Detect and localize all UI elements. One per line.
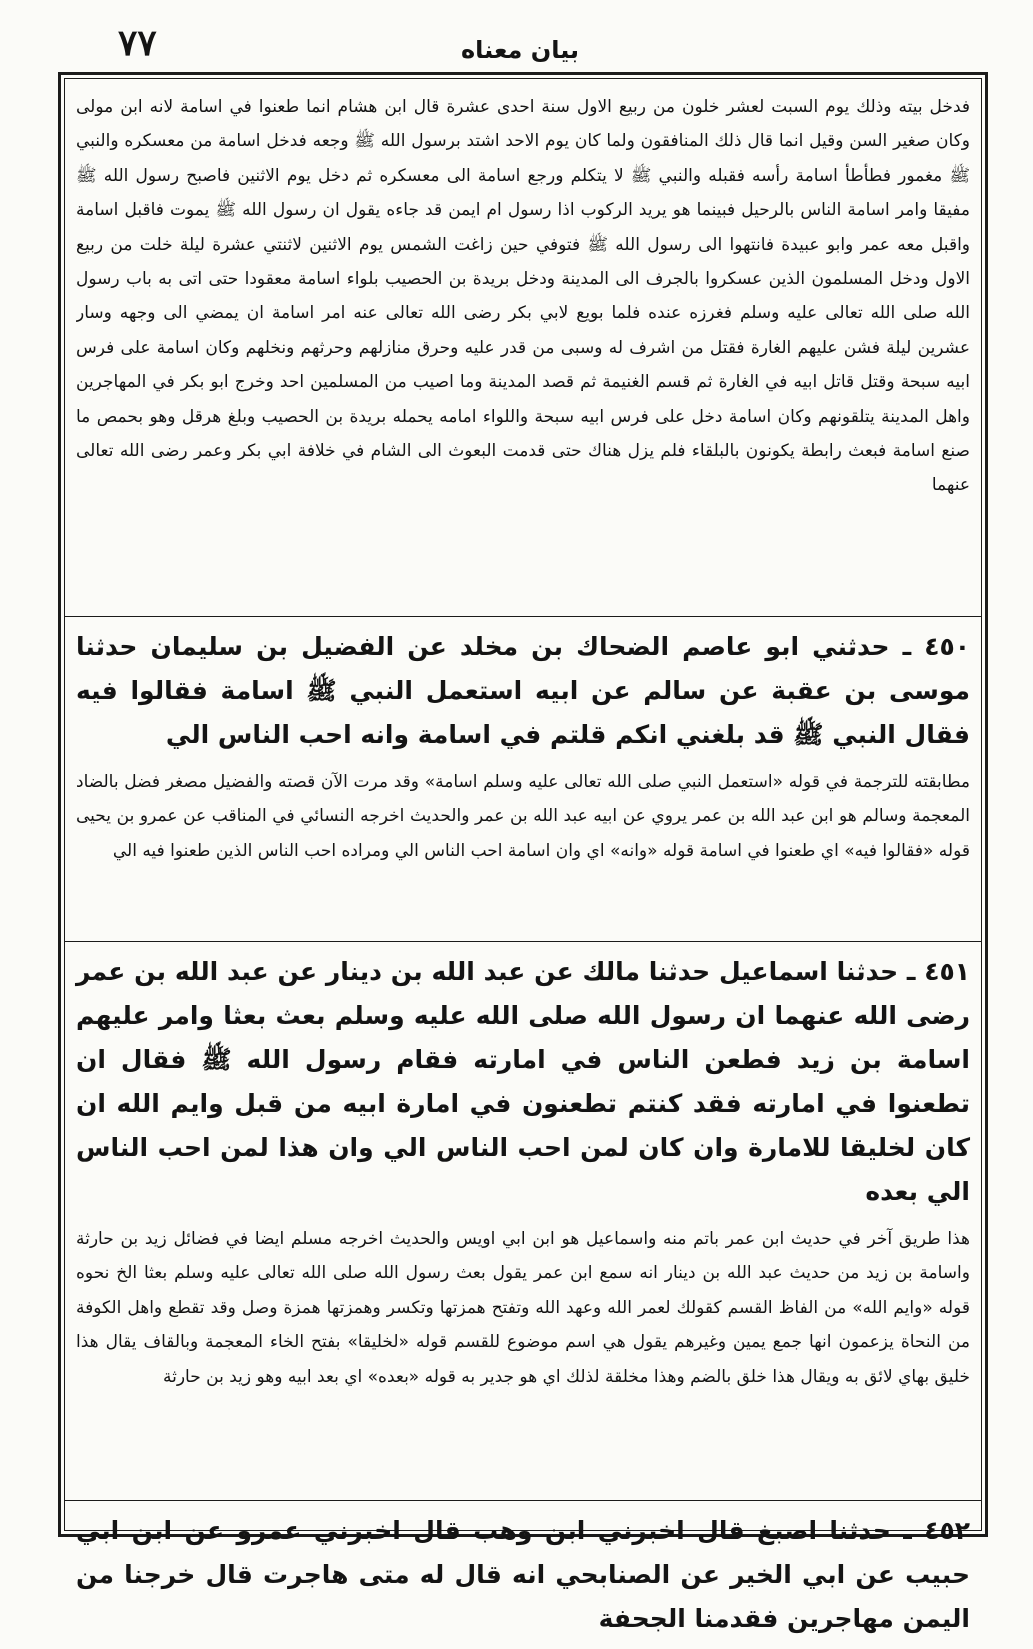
hadith-body: حدثني ابو عاصم الضحاك بن مخلد عن الفضيل بن سليمان حدثنا موسى بن عقبة عن سالم عن ابيه استعمل النبي ﷺ اسامة فقالوا فيه فقال النبي ﷺ قد بلغني انكم قلتم في اسامة وانه احب الناس الي — [76, 632, 970, 749]
hadith-text: ٤٥٢ ـ حدثنا اصبغ قال اخبرني ابن وهب قال اخبرني عمرو عن ابن ابي حبيب عن ابي الخير عن الصنابحي انه قال له متى هاجرت قال خرجنا من اليمن مهاجرين فقدمنا الجحفة — [76, 1516, 970, 1633]
hadith-number: ٤٥١ — [924, 957, 971, 986]
divider — [64, 941, 982, 942]
hadith-450 — [76, 625, 970, 757]
divider — [64, 1500, 982, 1501]
commentary-text: فدخل بيته وذلك يوم السبت لعشر خلون من ربيع الاول سنة احدى عشرة قال ابن هشام انما طعنوا في اسامة لانه ابن مولى وكان صغير السن وقيل انما قال ذلك المنافقون ولما كان يوم الاحد اشتد برسول الله ﷺ وجعه فدخل اسامة من معسكره والنبي ﷺ مغمور فطأطأ اسامة رأسه فقبله والنبي ﷺ لا يتكلم ورجع اسامة الى معسكره ثم دخل يوم الاثنين فاصبح رسول الله ﷺ مفيقا وامر اسامة الناس بالرحيل فبينما هو يريد الركوب اذا رسول ام ايمن قد جاءه يقول ان رسول الله ﷺ يموت فاقبل اسامة واقبل معه عمر وابو عبيدة فانتهوا الى رسول الله ﷺ فتوفي حين زاغت الشمس يوم الاثنين لاثنتي عشرة ليلة خلت من ربيع الاول ودخل المسلمون الذين عسكروا بالجرف الى المدينة ودخل بريدة بن الحصيب بلواء اسامة معقودا حتى اتى به باب رسول الله صلى الله تعالى عليه وسلم فغرزه عنده فلما بويع لابي بكر رضى الله تعالى عنه امر اسامة ان يمضي الى وجهه وسار عشرين ليلة فشن عليهم الغارة فقتل من اشرف له وسبى من قدر عليه وحرق منازلهم وحرثهم ونخلهم وكان اسامة على فرس ابيه سبحة وقتل قاتل ابيه في الغارة ثم قسم الغنيمة ثم قصد المدينة وما اصيب من المسلمين احد وخرج ابو بكر في المهاجرين واهل المدينة يتلقونهم وكان اسامة دخل على فرس ابيه سبحة واللواء امامه يحمله بريدة بن الحصيب وبلغ هرقل وهو بحمص ما صنع اسامة فبعث رابطة يكونون بالبلقاء فلم يزل هناك حتى قدمت البعوث الى الشام في خلافة ابي بكر وعمر رضى الله تعالى عنهما — [76, 97, 970, 496]
hadith-452 — [76, 1509, 970, 1641]
hadith-number: ٤٥٠ — [924, 632, 971, 661]
page-number: ٧٧ — [118, 22, 157, 64]
hadith-body: حدثنا اصبغ قال اخبرني ابن وهب قال اخبرني عمرو عن ابن ابي حبيب عن ابي الخير عن الصنابحي انه قال له متى هاجرت قال خرجنا من اليمن مهاجرين فقدمنا الجحفة — [76, 1516, 970, 1633]
commentary-text: هذا طريق آخر في حديث ابن عمر باتم منه واسماعيل هو ابن ابي اويس والحديث اخرجه مسلم ايضا في فضائل زيد بن حارثة واسامة بن زيد من حديث عبد الله بن دينار انه سمع ابن عمر يقول بعث رسول الله صلى الله تعالى عليه وسلم بعثا الخ نحوه قوله «وايم الله» من الفاظ القسم كقولك لعمر الله وعهد الله وتفتح همزتها وتكسر وهمزتها همزة وصل وقد تقطع واهل الكوفة من النحاة يزعمون انها جمع يمين وغيرهم يقول هي اسم موضوع للقسم قوله «لخليقا» بفتح الخاء المعجمة وبالقاف يقال هذا خليق بهاي لائق به ويقال هذا خلق بالضم وهذا مخلقة لذلك اي هو جدير به قوله «بعده» اي بعد ابيه وهو زيد بن حارثة — [76, 1229, 970, 1387]
divider — [64, 616, 982, 617]
hadith-body: حدثنا اسماعيل حدثنا مالك عن عبد الله بن دينار عن عبد الله بن عمر رضى الله عنهما ان رسول الله صلى الله عليه وسلم بعث بعثا وامر عليهم اسامة بن زيد فطعن الناس في امارته فقام رسول الله ﷺ فقال ان تطعنوا في امارته فقد كنتم تطعنون في امارة ابيه من قبل وايم الله ان كان لخليقا للامارة وان كان لمن احب الناس الي وان هذا لمن احب الناس الي بعده — [76, 957, 970, 1206]
commentary-block-2 — [76, 765, 970, 935]
hadith-number: ٤٥٢ — [924, 1516, 970, 1545]
commentary-block-1 — [76, 90, 970, 610]
commentary-block-3 — [76, 1222, 970, 1494]
running-title: بيان معناه — [460, 36, 580, 64]
commentary-text: مطابقته للترجمة في قوله «استعمل النبي صلى الله تعالى عليه وسلم اسامة» وقد مرت الآن قصته والفضيل مصغر فضل بالضاد المعجمة وسالم هو ابن عبد الله بن عمر يروي عن ابيه عبد الله بن عمر والحديث اخرجه النسائي في المناقب عن عمرو بن يحيى قوله «فقالوا فيه» اي طعنوا في اسامة قوله «وانه» اي وان اسامة احب الناس الي ومراده احب الناس الذين طعنوا فيه الي — [76, 772, 970, 861]
hadith-text: ٤٥١ ـ حدثنا اسماعيل حدثنا مالك عن عبد الله بن دينار عن عبد الله بن عمر رضى الله عنهما ان رسول الله صلى الله عليه وسلم بعث بعثا وامر عليهم اسامة بن زيد فطعن الناس في امارته فقام رسول الله ﷺ فقال ان تطعنوا في امارته فقد كنتم تطعنون في امارة ابيه من قبل وايم الله ان كان لخليقا للامارة وان كان لمن احب الناس الي وان هذا لمن احب الناس الي بعده — [76, 957, 971, 1206]
page-content — [76, 90, 970, 1649]
hadith-text: ٤٥٠ ـ حدثني ابو عاصم الضحاك بن مخلد عن الفضيل بن سليمان حدثنا موسى بن عقبة عن سالم عن ابيه استعمل النبي ﷺ اسامة فقالوا فيه فقال النبي ﷺ قد بلغني انكم قلتم في اسامة وانه احب الناس الي — [76, 632, 971, 749]
hadith-451 — [76, 950, 970, 1214]
